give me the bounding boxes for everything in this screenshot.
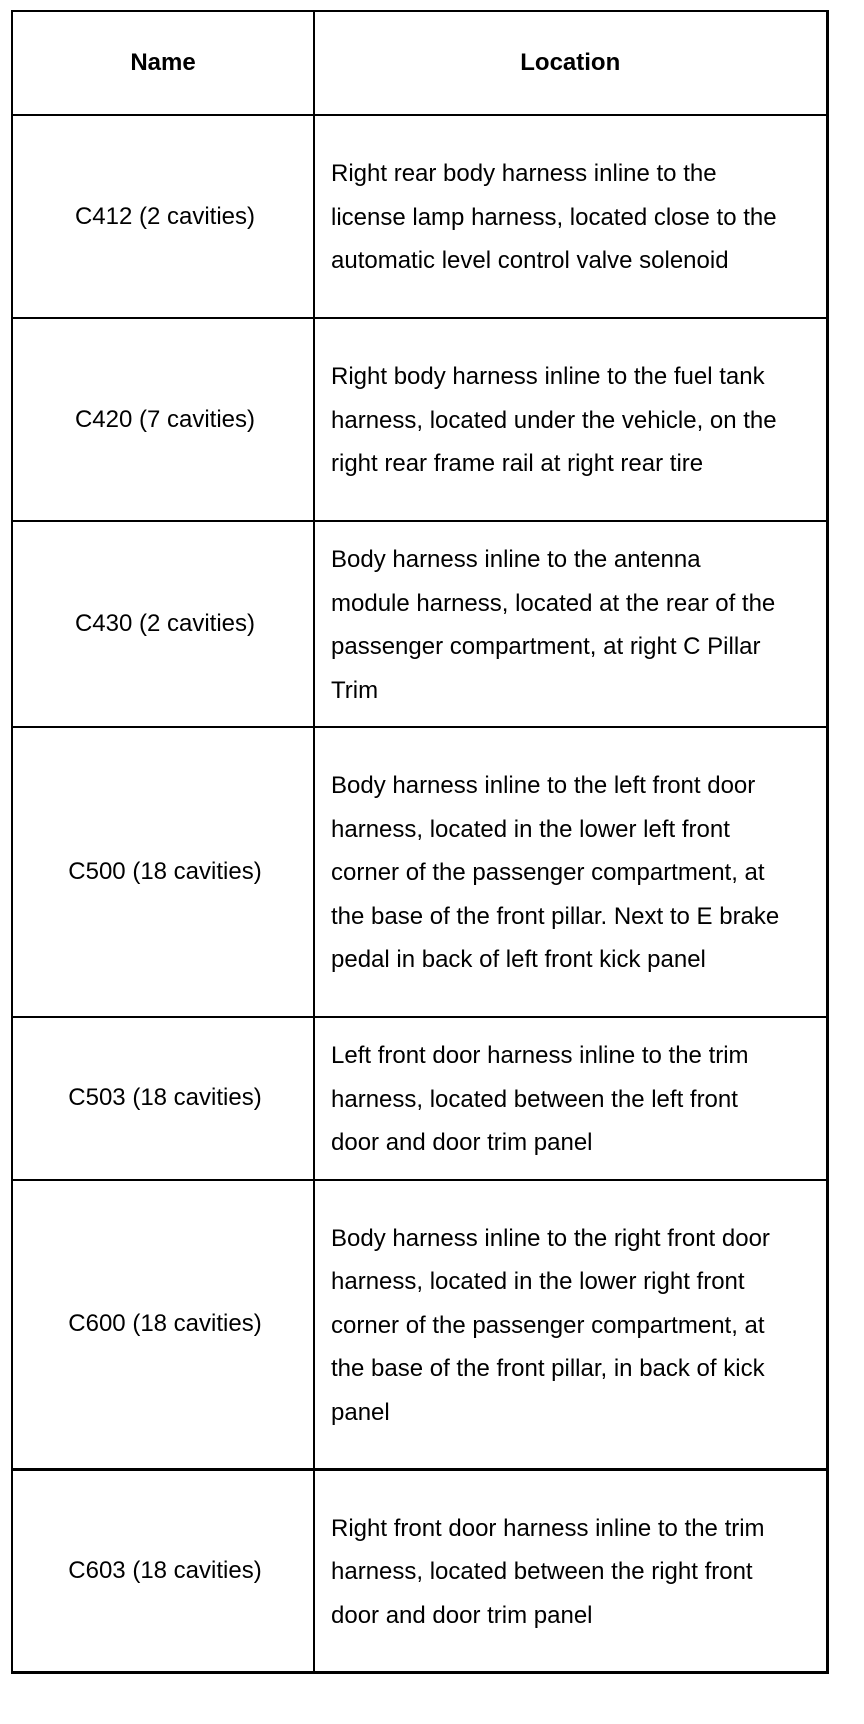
connector-location-cell: Right front door harness inline to the trim harness, located between the right front door and door trim panel [314, 1470, 827, 1673]
connector-location-cell: Body harness inline to the left front door harness, located in the lower left front corner of the passenger compartment, at the base of the front pillar. Next to E brake pedal in back of left front kick panel [314, 727, 827, 1017]
table-row [12, 1470, 827, 1673]
connector-name-cell: C420 (7 cavities) [12, 318, 314, 521]
table-row [12, 1017, 827, 1180]
table-row [12, 1180, 827, 1470]
connector-name-cell: C603 (18 cavities) [12, 1470, 314, 1673]
connector-name-cell: C412 (2 cavities) [12, 115, 314, 318]
connector-location-cell: Left front door harness inline to the trim harness, located between the left front door and door trim panel [314, 1017, 827, 1180]
column-header-name: Name [12, 11, 314, 115]
connector-name-cell: C500 (18 cavities) [12, 727, 314, 1017]
connector-table [11, 10, 829, 1674]
connector-location-cell: Body harness inline to the right front door harness, located in the lower right front corner of the passenger compartment, at the base of the front pillar, in back of kick panel [314, 1180, 827, 1470]
connector-name-cell: C430 (2 cavities) [12, 521, 314, 727]
column-header-location: Location [314, 11, 827, 115]
header-row [12, 11, 827, 115]
table-row [12, 727, 827, 1017]
connector-location-cell: Body harness inline to the antenna module harness, located at the rear of the passenger compartment, at right C Pillar Trim [314, 521, 827, 727]
table-row [12, 521, 827, 727]
table-header [12, 11, 827, 115]
connector-name-cell: C503 (18 cavities) [12, 1017, 314, 1180]
connector-location-cell: Right rear body harness inline to the license lamp harness, located close to the automatic level control valve solenoid [314, 115, 827, 318]
table-body [12, 115, 827, 1673]
table-row [12, 115, 827, 318]
table-row [12, 318, 827, 521]
connector-name-cell: C600 (18 cavities) [12, 1180, 314, 1470]
connector-location-cell: Right body harness inline to the fuel tank harness, located under the vehicle, on the right rear frame rail at right rear tire [314, 318, 827, 521]
